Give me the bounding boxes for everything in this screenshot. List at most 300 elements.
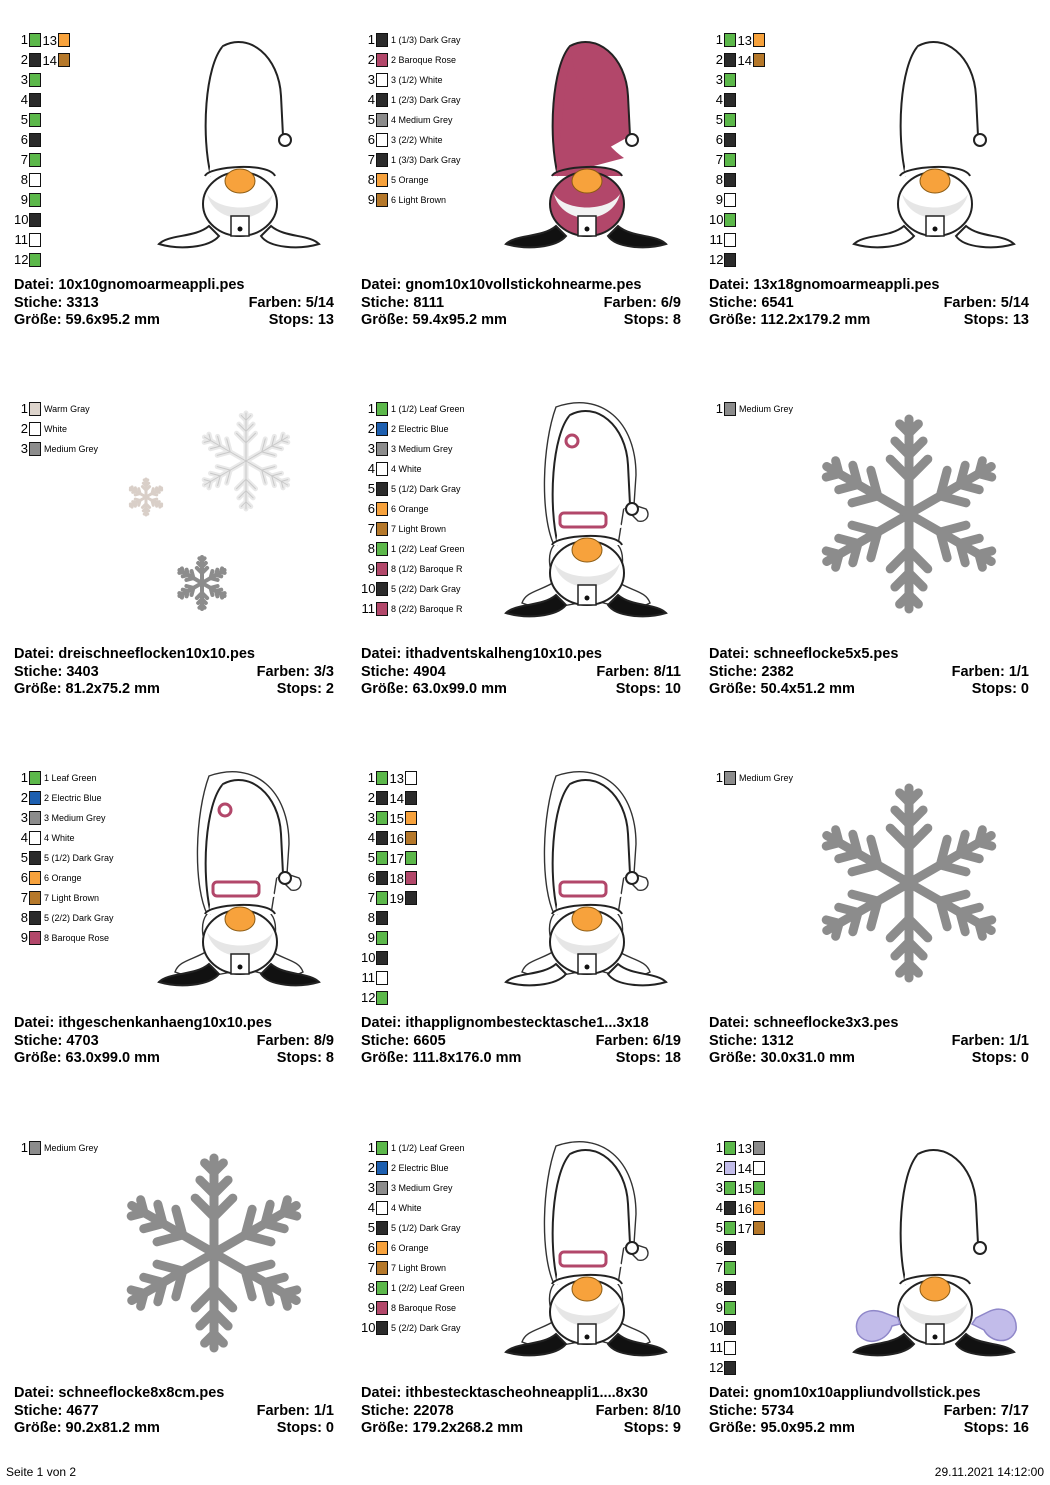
color-swatch	[29, 33, 41, 47]
palette-index: 1	[367, 1140, 375, 1155]
palette-index: 1	[715, 401, 723, 416]
palette-row	[361, 499, 429, 519]
palette-index: 5	[20, 850, 28, 865]
color-swatch	[724, 1281, 736, 1295]
hat-pompom	[626, 1242, 638, 1254]
gnome-boot-right	[608, 1334, 666, 1355]
color-swatch	[376, 1201, 388, 1215]
palette-row	[14, 50, 70, 70]
thread-name: Warm Gray	[44, 404, 90, 414]
thread-name: 6 Light Brown	[391, 195, 447, 205]
design-size: Größe: 111.8x176.0 mm	[361, 1050, 522, 1066]
hat-pompom	[974, 134, 986, 146]
size-row	[709, 1420, 1029, 1438]
gnome-nose	[572, 1277, 602, 1301]
file-name: Datei: schneeflocke8x8cm.pes	[14, 1385, 225, 1401]
design-card	[709, 30, 1049, 370]
palette-index: 5	[367, 1220, 375, 1235]
palette-index: 5	[715, 1220, 723, 1235]
palette-row	[361, 968, 388, 988]
gnome-boot-right	[261, 226, 319, 247]
palette-row	[361, 439, 453, 459]
palette-index: 13	[737, 32, 752, 48]
design-info	[14, 1385, 334, 1438]
snowflake-icon	[799, 399, 1019, 629]
file-row	[709, 646, 1029, 664]
palette-index: 13	[389, 770, 404, 786]
palette-index: 10	[709, 212, 724, 227]
color-swatch	[29, 851, 41, 865]
palette-row	[361, 579, 461, 599]
palette-row	[14, 90, 41, 110]
color-swatch	[376, 133, 388, 147]
file-name: Datei: gnom10x10vollstickohnearme.pes	[361, 277, 642, 293]
gnome-nose	[572, 169, 602, 193]
palette-row	[709, 230, 736, 250]
palette-row	[14, 419, 67, 439]
stitch-count: Stiche: 3313	[14, 294, 99, 311]
thread-name: White	[44, 424, 68, 434]
palette-row	[361, 768, 417, 788]
gnome-boot-left	[506, 964, 566, 985]
color-swatch	[753, 53, 765, 67]
color-count: Farben: 8/9	[256, 1032, 334, 1049]
color-swatch	[29, 442, 41, 456]
palette-row	[709, 190, 736, 210]
color-swatch	[376, 831, 388, 845]
design-size: Größe: 90.2x81.2 mm	[14, 1420, 160, 1436]
palette-index: 7	[367, 521, 375, 536]
design-info	[14, 277, 334, 330]
palette-row	[709, 1278, 736, 1298]
mitten-left	[856, 1311, 900, 1342]
color-swatch	[29, 113, 41, 127]
stitch-count: Stiche: 5734	[709, 1402, 794, 1419]
gnome-boot-right	[608, 226, 666, 247]
palette-index: 7	[20, 152, 28, 167]
color-count: Farben: 8/11	[596, 663, 681, 680]
palette-row	[709, 1178, 765, 1198]
palette-row	[14, 908, 114, 928]
file-row	[361, 1385, 681, 1403]
palette-index: 1	[367, 770, 375, 785]
palette-row	[361, 150, 461, 170]
color-swatch	[405, 851, 417, 865]
snowflake-shape	[826, 419, 992, 609]
color-swatch	[724, 1301, 736, 1315]
color-swatch	[29, 193, 41, 207]
color-swatch	[29, 931, 41, 945]
palette-index: 3	[367, 810, 375, 825]
color-swatch	[29, 233, 41, 247]
color-swatch	[724, 1181, 736, 1195]
palette-row	[361, 1138, 465, 1158]
gnome-shape	[506, 403, 666, 617]
design-info	[709, 277, 1029, 330]
file-row	[709, 1015, 1029, 1033]
file-row	[709, 277, 1029, 295]
gnome-outline-icon	[149, 26, 334, 266]
palette-row	[14, 439, 98, 459]
palette-row	[709, 1338, 736, 1358]
snowflake-shape	[130, 479, 161, 515]
palette-row	[361, 130, 443, 150]
thread-name: 2 Electric Blue	[44, 793, 102, 803]
hat-pompom	[974, 1242, 986, 1254]
palette-row	[709, 1258, 736, 1278]
thread-name: 7 Light Brown	[391, 524, 447, 534]
stitch-count: Stiche: 8111	[361, 294, 445, 311]
size-row	[14, 312, 334, 330]
palette-index: 1	[20, 32, 28, 47]
palette-index: 8	[367, 172, 375, 187]
color-swatch	[724, 1261, 736, 1275]
palette-index: 12	[709, 252, 724, 267]
color-swatch	[376, 771, 388, 785]
palette-index: 4	[367, 1200, 375, 1215]
palette-row	[361, 419, 449, 439]
color-swatch	[724, 1161, 736, 1175]
gnome-mittens-icon	[844, 1134, 1029, 1374]
gnome-pocket-icon	[496, 1134, 681, 1374]
palette-index: 8	[367, 910, 375, 925]
stitches-row	[14, 1033, 334, 1051]
design-size: Größe: 63.0x99.0 mm	[361, 681, 507, 697]
color-swatch	[376, 811, 388, 825]
palette-index: 3	[20, 72, 28, 87]
design-info	[14, 1015, 334, 1068]
gnome-nose	[225, 907, 255, 931]
color-swatch	[405, 811, 417, 825]
palette-index: 2	[20, 421, 28, 436]
stitches-row	[709, 1033, 1029, 1051]
design-card	[361, 1138, 701, 1478]
color-swatch	[376, 173, 388, 187]
color-swatch	[376, 1281, 388, 1295]
palette-row	[361, 1198, 422, 1218]
gnome-nose	[572, 538, 602, 562]
color-swatch	[376, 522, 388, 536]
thread-name: 1 (2/2) Leaf Green	[391, 1283, 465, 1293]
file-row	[709, 1385, 1029, 1403]
color-swatch	[376, 53, 388, 67]
palette-index: 2	[715, 1160, 723, 1175]
palette-index: 9	[367, 192, 375, 207]
palette-index: 10	[361, 1320, 376, 1335]
palette-row	[709, 250, 736, 270]
color-count: Farben: 1/1	[951, 1032, 1029, 1049]
thread-name: 6 Orange	[44, 873, 82, 883]
thread-name: 8 (1/2) Baroque R	[391, 564, 463, 574]
palette-row	[709, 70, 736, 90]
palette-index: 3	[715, 72, 723, 87]
stop-count: Stops: 18	[615, 1050, 681, 1066]
palette-index: 1	[367, 32, 375, 47]
stitches-row	[14, 1403, 334, 1421]
color-swatch	[29, 911, 41, 925]
palette-row	[361, 1238, 429, 1258]
color-swatch	[29, 153, 41, 167]
palette-row	[361, 948, 388, 968]
color-swatch	[753, 1181, 765, 1195]
color-count: Farben: 5/14	[248, 294, 334, 311]
design-card	[709, 1138, 1049, 1478]
palette-row	[14, 250, 41, 270]
palette-row	[709, 30, 765, 50]
file-name: Datei: ithgeschenkanhaeng10x10.pes	[14, 1015, 272, 1031]
palette-row	[361, 90, 461, 110]
gnome-boot-left	[506, 595, 566, 616]
palette-index: 2	[367, 1160, 375, 1175]
palette-index: 14	[737, 1160, 752, 1176]
stop-count: Stops: 13	[963, 312, 1029, 328]
color-swatch	[376, 1161, 388, 1175]
color-swatch	[376, 1321, 388, 1335]
color-swatch	[724, 402, 736, 416]
hat-pompom	[279, 872, 291, 884]
color-count: Farben: 7/17	[943, 1402, 1029, 1419]
thread-name: 1 Leaf Green	[44, 773, 97, 783]
thread-name: 4 White	[391, 464, 422, 474]
size-row	[361, 1050, 681, 1068]
stitch-count: Stiche: 22078	[361, 1402, 454, 1419]
color-swatch	[58, 33, 70, 47]
color-swatch	[376, 991, 388, 1005]
color-swatch	[753, 1161, 765, 1175]
stitch-count: Stiche: 1312	[709, 1032, 794, 1049]
color-swatch	[405, 831, 417, 845]
color-swatch	[724, 1141, 736, 1155]
stop-count: Stops: 0	[276, 1420, 334, 1436]
color-swatch	[724, 113, 736, 127]
palette-row	[361, 1258, 446, 1278]
palette-index: 1	[20, 401, 28, 416]
color-swatch	[724, 1341, 736, 1355]
file-name: Datei: ithapplignombestecktasche1...3x18	[361, 1015, 649, 1031]
color-swatch	[376, 951, 388, 965]
color-swatch	[376, 851, 388, 865]
thread-name: Medium Grey	[44, 444, 99, 454]
palette-row	[14, 808, 106, 828]
design-card	[709, 399, 1049, 739]
palette-index: 2	[20, 790, 28, 805]
palette-index: 12	[361, 990, 376, 1005]
palette-index: 7	[20, 890, 28, 905]
color-swatch	[376, 73, 388, 87]
palette-row	[14, 399, 90, 419]
palette-index: 3	[367, 72, 375, 87]
palette-index: 16	[389, 830, 404, 846]
stitch-count: Stiche: 6605	[361, 1032, 446, 1049]
stitch-count: Stiche: 6541	[709, 294, 794, 311]
color-swatch	[29, 93, 41, 107]
color-swatch	[376, 911, 388, 925]
palette-index: 7	[367, 1260, 375, 1275]
palette-row	[709, 150, 736, 170]
palette-row	[709, 399, 793, 419]
snowflake-icon	[799, 768, 1019, 998]
palette-index: 11	[14, 232, 28, 247]
hat-pompom	[626, 503, 638, 515]
thread-name: Medium Grey	[739, 404, 794, 414]
color-swatch	[376, 482, 388, 496]
color-swatch	[29, 402, 41, 416]
palette-row	[361, 519, 446, 539]
design-card	[361, 399, 701, 739]
palette-index: 10	[14, 212, 29, 227]
palette-row	[361, 70, 443, 90]
palette-index: 6	[367, 1240, 375, 1255]
file-name: Datei: ithadventskalheng10x10.pes	[361, 646, 602, 662]
gnome-outline-icon	[844, 26, 1029, 266]
palette-row	[14, 110, 41, 130]
file-name: Datei: 10x10gnomoarmeappli.pes	[14, 277, 245, 293]
design-size: Größe: 59.4x95.2 mm	[361, 312, 507, 328]
stop-count: Stops: 9	[623, 1420, 681, 1436]
palette-row	[14, 130, 41, 150]
color-swatch	[753, 1221, 765, 1235]
color-swatch	[58, 53, 70, 67]
gnome-boot-left	[159, 226, 219, 247]
thread-name: 1 (2/2) Leaf Green	[391, 544, 465, 554]
color-swatch	[724, 193, 736, 207]
palette-index: 2	[367, 52, 375, 67]
thread-name: 1 (1/3) Dark Gray	[391, 35, 461, 45]
gnome-boot-left	[506, 226, 566, 247]
gnome-boot-right	[261, 964, 319, 985]
palette-index: 11	[361, 601, 375, 616]
stitches-row	[14, 664, 334, 682]
palette-index: 6	[715, 132, 723, 147]
gnome-nose	[920, 169, 950, 193]
design-card	[361, 768, 701, 1108]
color-swatch	[29, 73, 41, 87]
color-swatch	[29, 811, 41, 825]
size-row	[361, 312, 681, 330]
palette-index: 10	[361, 581, 376, 596]
color-count: Farben: 3/3	[256, 663, 334, 680]
palette-row	[14, 30, 70, 50]
thread-name: 4 White	[391, 1203, 422, 1213]
palette-row	[709, 1318, 736, 1338]
design-info	[361, 646, 681, 699]
color-swatch	[724, 233, 736, 247]
palette-row	[361, 479, 461, 499]
size-row	[361, 681, 681, 699]
palette-row	[361, 908, 388, 928]
stitches-row	[709, 664, 1029, 682]
palette-index: 9	[367, 561, 375, 576]
palette-index: 18	[389, 870, 404, 886]
palette-row	[709, 110, 736, 130]
palette-index: 12	[14, 252, 29, 267]
snowflake-icon	[104, 1138, 324, 1368]
palette-index: 4	[715, 1200, 723, 1215]
file-name: Datei: ithbestecktascheohneappli1....8x30	[361, 1385, 648, 1401]
palette-index: 15	[389, 810, 404, 826]
print-datetime: 29.11.2021 14:12:00	[934, 1465, 1044, 1479]
palette-index: 1	[715, 32, 723, 47]
color-swatch	[29, 891, 41, 905]
color-swatch	[724, 93, 736, 107]
thread-name: 3 (1/2) White	[391, 75, 443, 85]
gnome-shape	[506, 1142, 666, 1356]
palette-row	[361, 888, 417, 908]
palette-row	[709, 1138, 765, 1158]
palette-row	[361, 868, 417, 888]
palette-row	[361, 1218, 461, 1238]
palette-index: 16	[737, 1200, 752, 1216]
color-swatch	[724, 1321, 736, 1335]
color-swatch	[376, 33, 388, 47]
color-swatch	[29, 831, 41, 845]
design-size: Größe: 112.2x179.2 mm	[709, 312, 871, 328]
color-swatch	[753, 33, 765, 47]
stitches-row	[361, 295, 681, 313]
design-card	[709, 768, 1049, 1108]
palette-row	[709, 1298, 736, 1318]
stop-count: Stops: 2	[276, 681, 334, 697]
palette-index: 7	[367, 152, 375, 167]
palette-row	[709, 90, 736, 110]
palette-index: 5	[20, 112, 28, 127]
palette-row	[361, 828, 417, 848]
palette-index: 4	[20, 92, 28, 107]
palette-index: 8	[367, 1280, 375, 1295]
file-name: Datei: 13x18gnomoarmeappli.pes	[709, 277, 940, 293]
palette-row	[361, 30, 461, 50]
color-count: Farben: 1/1	[951, 663, 1029, 680]
color-swatch	[376, 791, 388, 805]
palette-index: 9	[367, 930, 375, 945]
color-swatch	[29, 253, 41, 267]
size-row	[14, 1050, 334, 1068]
color-swatch	[376, 871, 388, 885]
color-swatch	[724, 33, 736, 47]
color-swatch	[753, 1141, 765, 1155]
size-row	[709, 1050, 1029, 1068]
palette-row	[14, 928, 109, 948]
color-swatch	[405, 871, 417, 885]
file-row	[14, 1385, 334, 1403]
palette-index: 6	[367, 501, 375, 516]
thread-name: 8 Baroque Rose	[44, 933, 110, 943]
file-name: Datei: dreischneeflocken10x10.pes	[14, 646, 255, 662]
color-swatch	[376, 542, 388, 556]
palette-index: 4	[715, 92, 723, 107]
palette-row	[14, 230, 41, 250]
palette-row	[361, 848, 417, 868]
color-swatch	[376, 891, 388, 905]
color-count: Farben: 6/9	[603, 294, 681, 311]
size-row	[709, 681, 1029, 699]
design-info	[709, 646, 1029, 699]
palette-index: 1	[715, 770, 723, 785]
color-swatch	[376, 1141, 388, 1155]
gnome-nose	[920, 1277, 950, 1301]
palette-row	[361, 190, 446, 210]
gnome-shape	[506, 42, 666, 247]
palette-index: 3	[367, 441, 375, 456]
file-row	[14, 646, 334, 664]
color-swatch	[405, 771, 417, 785]
palette-row	[361, 110, 453, 130]
color-count: Farben: 6/19	[595, 1032, 681, 1049]
palette-row	[361, 170, 429, 190]
palette-row	[361, 459, 422, 479]
palette-row	[709, 1238, 736, 1258]
palette-row	[709, 50, 765, 70]
